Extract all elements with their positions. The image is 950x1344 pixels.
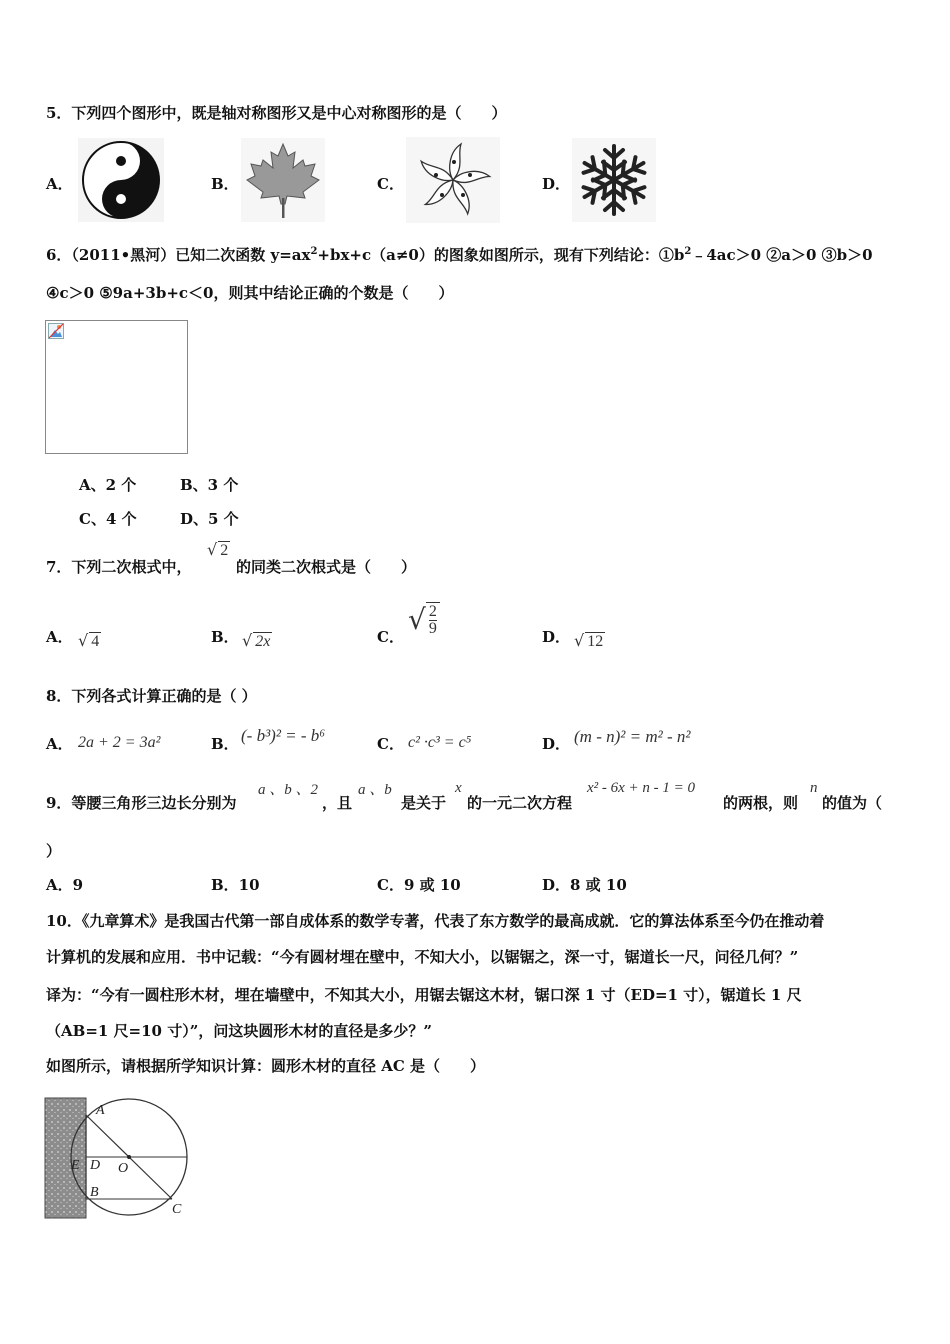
q9-stem-part-6: 的值为（ [822, 794, 883, 812]
q6-superscript: 2 [684, 246, 692, 257]
figure-label-d: D [90, 1158, 101, 1173]
q9-stem-close: ） [46, 842, 62, 860]
q7-option-a-math: √ 4 [78, 631, 100, 650]
q6-stem-line-2: ④c＞0 ⑤9a+3b+c＜0，则其中结论正确的个数是（ ） [46, 284, 454, 302]
q5-option-d-label: D． [542, 175, 571, 193]
q8-option-d-math: (m - n)² = m² - n² [574, 727, 691, 746]
figure-label-b: B [90, 1185, 99, 1200]
q8-stem: 8．下列各式计算正确的是（ ） [46, 687, 257, 705]
q10-line-1: 10．《九章算术》是我国古代第一部自成体系的数学专著，代表了东方数学的最高成就．它的算法体系至今仍在推动着 [46, 912, 825, 930]
bauhinia-flower-icon [406, 137, 500, 223]
q6-option-d: D、5 个 [180, 510, 239, 528]
q7-option-b-radicand: 2x [255, 633, 271, 650]
q10-line-4: （AB=1 尺=10 寸）”，问这块圆形木材的直径是多少？” [46, 1022, 432, 1040]
q7-option-c-math: √ $\frac{2}{9}$ [408, 602, 440, 637]
q9-stem-part-3: 是关于 [401, 794, 447, 812]
q9-option-a: A．9 [46, 876, 84, 894]
q9-math-2: a 、b [358, 782, 392, 798]
q6-graph-placeholder [45, 320, 188, 454]
q8-option-a-label: A． [46, 735, 73, 753]
q7-option-a-radicand: 4 [91, 633, 100, 650]
figure-label-o: O [118, 1161, 129, 1176]
q7-stem-radicand: 2 [220, 542, 229, 559]
q6-superscript: 2 [310, 246, 318, 257]
q6-option-a: A、2 个 [79, 476, 137, 494]
q8-option-d-label: D． [542, 735, 571, 753]
q9-option-d: D．8 或 10 [542, 876, 627, 894]
q7-option-d-label: D． [542, 628, 571, 646]
q5-option-c-label: C． [377, 175, 404, 193]
q8-option-c-label: C． [377, 735, 404, 753]
q10-line-5: 如图所示，请根据所学知识计算：圆形木材的直径 AC 是（ ） [46, 1057, 486, 1075]
q9-math-3: x [455, 780, 462, 796]
q9-stem-part-1: 9．等腰三角形三边长分别为 [46, 794, 237, 812]
q9-stem-part-5: 的两根，则 [723, 794, 799, 812]
q5-option-b-label: B． [211, 175, 239, 193]
q10-line-2: 计算机的发展和应用．书中记载：“今有圆材埋在壁中，不知大小，以锯锯之，深一寸，锯道长一尺，问径几何？” [46, 948, 799, 966]
q9-option-b: B．10 [211, 876, 260, 894]
snowflake-icon [572, 138, 656, 222]
q5-stem: 5．下列四个图形中，既是轴对称图形又是中心对称图形的是（ ） [46, 104, 507, 122]
q10-line-3: 译为：“今有一圆柱形木材，埋在墙壁中，不知其大小，用锯去锯这木材，锯口深 1 寸（ED=1 寸），锯道长 1 尺 [46, 986, 802, 1004]
figure-label-e: E [71, 1158, 80, 1173]
broken-image-icon [48, 323, 64, 339]
q9-option-c: C．9 或 10 [377, 876, 461, 894]
q8-option-a-math: 2a + 2 = 3a² [78, 734, 161, 751]
q7-stem-part-1: 7．下列二次根式中， [46, 558, 192, 576]
q10-circle-figure [44, 1096, 194, 1220]
q7-stem-part-2: 的同类二次根式是（ ） [236, 558, 417, 576]
q7-option-c-label: C． [377, 628, 404, 646]
q9-math-5: n [810, 780, 818, 796]
q8-option-b-label: B． [211, 735, 239, 753]
q7-option-c-numerator: 2 [428, 603, 437, 620]
q7-option-d-math: √ 12 [574, 631, 604, 650]
q9-math-1: a 、b 、2 [258, 782, 319, 798]
figure-label-c: C [172, 1202, 182, 1217]
q6-stem-part-3: ﹣4ac＞0 ②a＞0 ③b＞0 [691, 246, 873, 264]
q6-option-c: C、4 个 [79, 510, 137, 528]
figure-label-a: A [96, 1103, 105, 1118]
q7-option-c-denominator: 9 [428, 620, 437, 637]
q8-option-b-math: (- b³)² = - b⁶ [241, 726, 326, 745]
q5-option-a-label: A． [46, 175, 73, 193]
q7-stem-radical: √ 2 [207, 540, 229, 559]
yin-yang-icon [78, 138, 164, 222]
q7-option-b-math: √ 2x [242, 631, 271, 650]
maple-leaf-icon [241, 138, 325, 222]
q6-option-b: B、3 个 [180, 476, 239, 494]
q6-stem-part-2: +bx+c（a≠0）的图象如图所示，现有下列结论：①b [317, 246, 685, 264]
q9-stem-part-2: ，且 [322, 794, 353, 812]
q6-stem-part-1: 6．（2011•黑河）已知二次函数 y=ax [46, 246, 311, 264]
q7-option-b-label: B． [211, 628, 239, 646]
q7-option-a-label: A． [46, 628, 73, 646]
q8-option-c-math: c² ·c³ = c⁵ [408, 734, 472, 751]
q7-option-d-radicand: 12 [587, 633, 604, 650]
q6-stem-line-1 [46, 244, 873, 265]
q9-stem-part-4: 的一元二次方程 [467, 794, 573, 812]
q9-math-4: x² - 6x + n - 1 = 0 [587, 780, 696, 796]
